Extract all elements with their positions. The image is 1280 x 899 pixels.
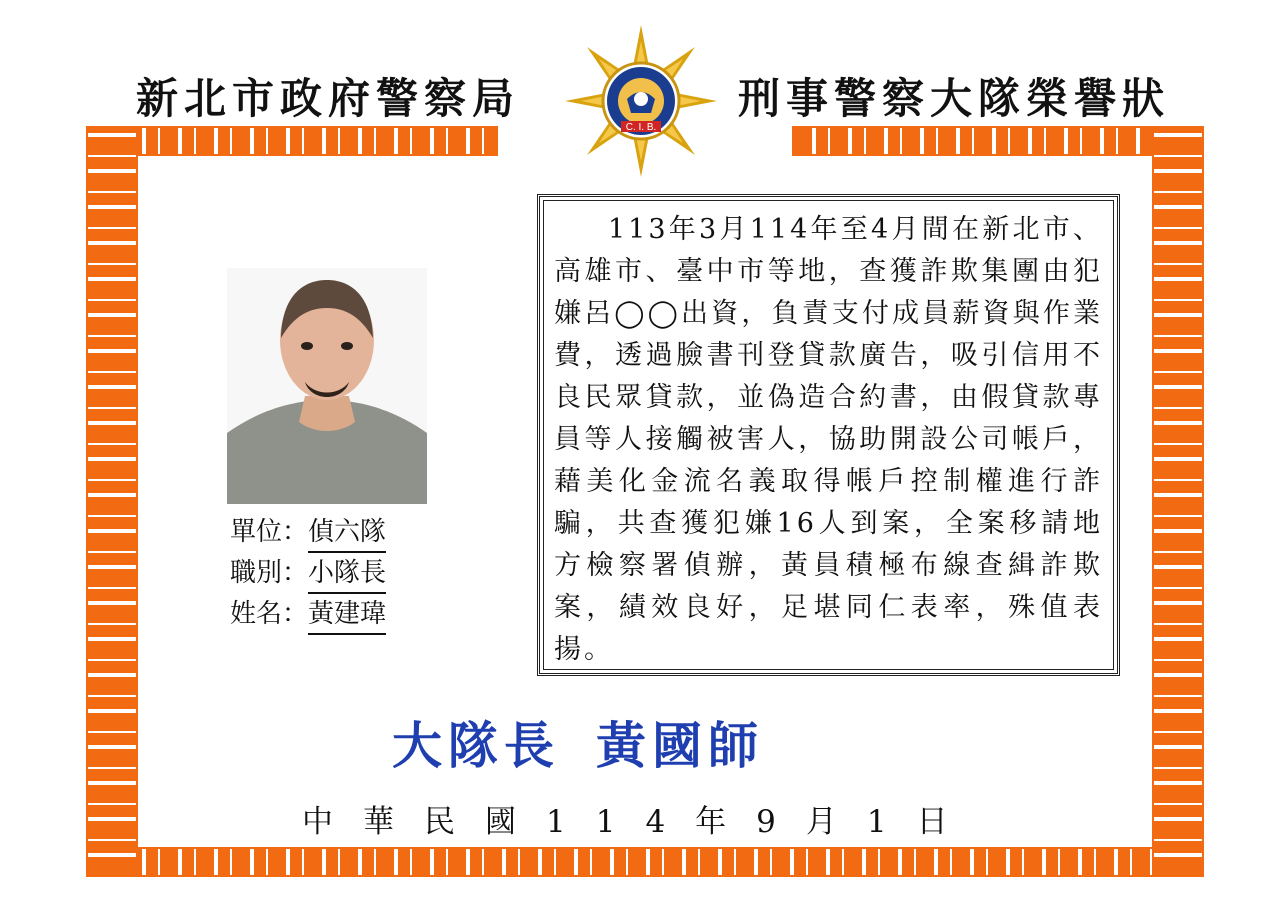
title-row: [230, 553, 386, 594]
unit-label: 單位：: [230, 517, 309, 547]
officer-info: [230, 512, 386, 635]
badge-text: C. I. B.: [625, 122, 657, 133]
signer-name: 黃國師: [596, 716, 764, 775]
ornamental-border-right: [1152, 126, 1204, 877]
name-label: 姓名：: [230, 599, 309, 629]
unit-value: 偵六隊: [308, 515, 386, 553]
signature-line: [392, 706, 764, 778]
name-value: 黃建瑋: [308, 597, 386, 635]
name-row: [230, 594, 386, 635]
citation-box: [537, 194, 1120, 676]
officer-portrait: [227, 268, 427, 504]
citation-text: 113年3月114年至4月間在新北市、高雄市、臺中市等地，查獲詐欺集團由犯嫌呂◯◯出資，負責支付成員薪資與作業費，透過臉書刊登貸款廣告，吸引信用不良民眾貸款，並偽造合約書，由假貸款專員等人接觸被害人，協助開設公司帳戶，藉美化金流名義取得帳戶控制權進行詐騙，共查獲犯嫌16人到案，全案移請地方檢察署偵辦，黃員積極布線查緝詐欺案，績效良好，足堪同仁表率，殊值表揚。: [554, 214, 1103, 665]
ornamental-border-top-left: [86, 126, 498, 156]
ornamental-border-left: [86, 126, 138, 877]
issuer-title: 新北市政府警察局: [136, 74, 521, 123]
position-label: 職別：: [230, 558, 309, 588]
police-cib-badge-icon: [562, 22, 720, 180]
position-value: 小隊長: [308, 556, 386, 594]
ornamental-border-bottom: [86, 847, 1204, 877]
signer-position: 大隊長: [392, 716, 560, 775]
issue-date: 中華民國114年9月1日: [302, 804, 978, 840]
certificate-title: 刑事警察大隊榮譽狀: [738, 74, 1171, 123]
unit-row: [230, 512, 386, 553]
ornamental-border-top-right: [792, 126, 1204, 156]
